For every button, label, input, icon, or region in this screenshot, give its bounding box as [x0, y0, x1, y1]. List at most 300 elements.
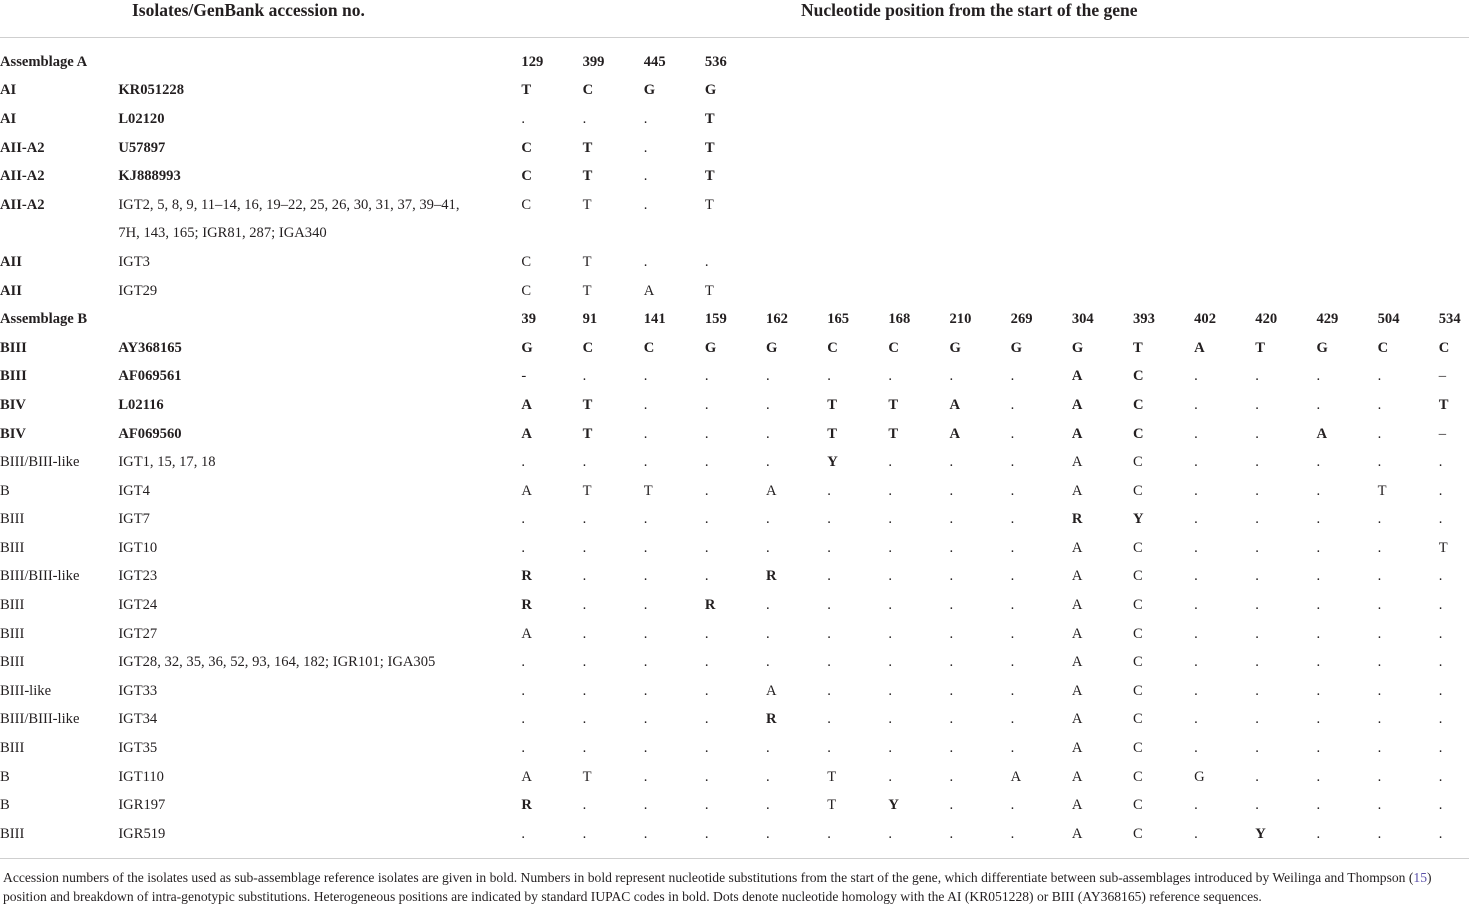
- nucleotide-cell: [766, 105, 827, 134]
- assemblage-label: Assemblage B: [0, 311, 88, 328]
- nucleotide-cell: A: [949, 425, 961, 442]
- position-header-cell: [888, 48, 949, 77]
- nucleotide-cell: .: [1010, 740, 1015, 757]
- nucleotide-cell: [1316, 248, 1377, 277]
- nucleotide-cell: .: [1438, 768, 1443, 785]
- nucleotide-cell: T: [827, 797, 837, 814]
- nucleotide-cell: T: [888, 425, 899, 442]
- nucleotide-cell: [1133, 248, 1194, 277]
- nucleotide-cell: .: [582, 654, 587, 671]
- nucleotide-cell: .: [949, 711, 954, 728]
- nucleotide-cell: [1011, 248, 1072, 277]
- table-row: [0, 448, 1469, 477]
- footer-divider: [0, 858, 1469, 859]
- table-row: [0, 477, 1469, 506]
- nucleotide-cell: .: [1010, 396, 1015, 413]
- position-header-cell: [766, 48, 827, 77]
- nucleotide-cell: .: [704, 539, 709, 556]
- nucleotide-cell: C: [521, 282, 532, 299]
- nucleotide-cell: .: [766, 740, 770, 757]
- nucleotide-cell: .: [643, 768, 648, 785]
- nucleotide-cell: [1133, 77, 1194, 106]
- nucleotide-cell: .: [1255, 454, 1259, 471]
- nucleotide-cell: .: [766, 768, 770, 785]
- nucleotide-cell: .: [827, 682, 831, 699]
- nucleotide-cell: .: [1316, 539, 1321, 556]
- accession-cell: U57897: [118, 139, 166, 156]
- nucleotide-cell: .: [1316, 454, 1321, 471]
- reference-link-15[interactable]: 15: [1413, 870, 1427, 885]
- position-header-cell: [1255, 48, 1316, 77]
- position-header-cell: [827, 48, 888, 77]
- nucleotide-cell: .: [1255, 597, 1259, 614]
- nucleotide-cell: .: [704, 511, 709, 528]
- nucleotide-cell: [1378, 162, 1439, 191]
- position-header-cell: 429: [1316, 311, 1339, 328]
- nucleotide-cell: C: [643, 339, 655, 356]
- nucleotide-cell: .: [1194, 597, 1198, 614]
- nucleotide-cell: .: [766, 368, 770, 385]
- nucleotide-cell: .: [521, 825, 526, 842]
- position-header-cell: [1378, 48, 1439, 77]
- nucleotide-cell: .: [766, 797, 770, 814]
- nucleotide-cell: [766, 162, 827, 191]
- nucleotide-cell: .: [1010, 368, 1015, 385]
- nucleotide-cell: C: [1132, 711, 1143, 728]
- nucleotide-cell: .: [949, 768, 954, 785]
- nucleotide-cell: .: [1377, 454, 1382, 471]
- nucleotide-cell: [1072, 220, 1133, 249]
- nucleotide-cell: .: [582, 568, 587, 585]
- position-header-cell: 504: [1377, 311, 1400, 328]
- table-row: [0, 506, 1469, 535]
- nucleotide-cell: C: [582, 82, 594, 99]
- table-row: [0, 191, 1469, 220]
- nucleotide-cell: [766, 77, 827, 106]
- nucleotide-cell: .: [949, 539, 954, 556]
- nucleotide-cell: .: [827, 740, 831, 757]
- table-row: [0, 134, 1469, 163]
- accession-cell: KR051228: [118, 82, 184, 99]
- nucleotide-cell: .: [1377, 682, 1382, 699]
- nucleotide-cell: .: [1010, 654, 1015, 671]
- nucleotide-cell: .: [949, 368, 954, 385]
- nucleotide-cell: [521, 220, 582, 249]
- nucleotide-cell: .: [1255, 511, 1259, 528]
- sub-assemblage-cell: BIII: [0, 539, 25, 556]
- nucleotide-cell: .: [1377, 539, 1382, 556]
- position-header-cell: [1133, 48, 1194, 77]
- nucleotide-cell: .: [704, 625, 709, 642]
- nucleotide-cell: [1194, 105, 1255, 134]
- nucleotide-cell: C: [1132, 539, 1143, 556]
- accession-cell: 7H, 143, 165; IGR81, 287; IGA340: [118, 225, 327, 242]
- table-row: [0, 162, 1469, 191]
- nucleotide-cell: .: [582, 740, 587, 757]
- position-header-cell: 445: [643, 53, 666, 70]
- nucleotide-cell: .: [888, 825, 892, 842]
- position-header-cell: 39: [521, 311, 536, 328]
- nucleotide-cell: [766, 191, 827, 220]
- nucleotide-cell: .: [582, 797, 587, 814]
- nucleotide-cell: .: [643, 454, 648, 471]
- nucleotide-cell: A: [1071, 482, 1083, 499]
- nucleotide-cell: [1194, 77, 1255, 106]
- nucleotide-cell: T: [582, 139, 593, 156]
- nucleotide-cell: Y: [1132, 511, 1144, 528]
- nucleotide-cell: T: [1255, 339, 1266, 356]
- nucleotide-cell: .: [1255, 682, 1259, 699]
- nucleotide-cell: .: [888, 511, 892, 528]
- sub-assemblage-cell: BIII: [0, 825, 25, 842]
- nucleotide-cell: .: [1194, 740, 1198, 757]
- nucleotide-cell: T: [704, 196, 714, 213]
- accession-cell: IGT4: [118, 482, 150, 499]
- accession-cell: [118, 48, 521, 77]
- nucleotide-cell: [1133, 220, 1194, 249]
- nucleotide-cell: .: [643, 511, 648, 528]
- nucleotide-cell: C: [1377, 339, 1389, 356]
- position-header-cell: 210: [949, 311, 972, 328]
- position-header-cell: 534: [1438, 311, 1461, 328]
- position-header-cell: 399: [582, 53, 605, 70]
- nucleotide-cell: .: [521, 711, 526, 728]
- nucleotide-cell: .: [643, 797, 648, 814]
- nucleotide-cell: .: [1316, 711, 1321, 728]
- nucleotide-cell: .: [888, 768, 892, 785]
- nucleotide-cell: .: [1255, 740, 1259, 757]
- nucleotide-cell: .: [1255, 568, 1259, 585]
- accession-cell: AY368165: [118, 339, 182, 356]
- nucleotide-cell: A: [766, 682, 777, 699]
- nucleotide-cell: .: [1010, 454, 1015, 471]
- nucleotide-cell: [888, 191, 949, 220]
- nucleotide-cell: .: [704, 568, 709, 585]
- nucleotide-cell: A: [1071, 825, 1083, 842]
- nucleotide-cell: [1255, 191, 1316, 220]
- nucleotide-cell: .: [766, 511, 770, 528]
- nucleotide-cell: [1378, 105, 1439, 134]
- nucleotide-cell: R: [766, 568, 777, 585]
- table-row: [0, 277, 1469, 306]
- nucleotide-cell: T: [582, 425, 593, 442]
- nucleotide-cell: [1072, 105, 1133, 134]
- accession-cell: AF069560: [118, 425, 182, 442]
- nucleotide-cell: T: [1377, 482, 1387, 499]
- nucleotide-cell: .: [521, 740, 526, 757]
- nucleotide-cell: .: [888, 597, 892, 614]
- position-header-cell: [1439, 48, 1469, 77]
- nucleotide-cell: [1255, 162, 1316, 191]
- nucleotide-cell: .: [1438, 568, 1443, 585]
- nucleotide-cell: .: [1194, 825, 1198, 842]
- nucleotide-cell: .: [1316, 597, 1321, 614]
- nucleotide-cell: .: [1255, 625, 1259, 642]
- nucleotide-cell: [1255, 277, 1316, 306]
- nucleotide-cell: [1194, 220, 1255, 249]
- header-divider: [0, 37, 1469, 38]
- nucleotide-cell: C: [1132, 797, 1143, 814]
- nucleotide-cell: A: [1071, 625, 1083, 642]
- nucleotide-cell: [950, 220, 1011, 249]
- nucleotide-cell: [1011, 220, 1072, 249]
- nucleotide-cell: T: [582, 196, 592, 213]
- sub-assemblage-cell: BIV: [0, 396, 26, 413]
- accession-cell: AF069561: [118, 368, 182, 385]
- nucleotide-cell: C: [1132, 454, 1143, 471]
- accession-cell: IGT34: [118, 711, 158, 728]
- nucleotide-cell: [705, 220, 766, 249]
- nucleotide-cell: .: [888, 682, 892, 699]
- position-header-cell: 393: [1132, 311, 1155, 328]
- nucleotide-cell: .: [704, 396, 709, 413]
- nucleotide-cell: C: [521, 139, 532, 156]
- nucleotide-cell: A: [1194, 339, 1205, 356]
- accession-cell: IGT35: [118, 740, 158, 757]
- nucleotide-cell: .: [582, 110, 587, 127]
- nucleotide-cell: .: [643, 168, 648, 185]
- nucleotide-cell: .: [704, 768, 709, 785]
- nucleotide-cell: T: [827, 768, 837, 785]
- nucleotide-cell: [1072, 248, 1133, 277]
- sub-assemblage-cell: BIII/BIII-like: [0, 568, 80, 585]
- nucleotide-cell: .: [704, 654, 709, 671]
- table-row: [0, 77, 1469, 106]
- nucleotide-cell: .: [1194, 682, 1198, 699]
- nucleotide-cell: [1072, 277, 1133, 306]
- nucleotide-cell: .: [521, 454, 526, 471]
- nucleotide-cell: T: [827, 425, 837, 442]
- nucleotide-cell: .: [1377, 568, 1382, 585]
- nucleotide-cell: .: [1438, 682, 1443, 699]
- nucleotide-cell: [1439, 134, 1469, 163]
- nucleotide-cell: .: [1255, 768, 1259, 785]
- nucleotide-cell: .: [582, 711, 587, 728]
- nucleotide-cell: .: [827, 568, 831, 585]
- table-row: [0, 363, 1469, 392]
- nucleotide-cell: [1194, 277, 1255, 306]
- nucleotide-cell: .: [1194, 396, 1198, 413]
- nucleotide-cell: .: [1377, 425, 1382, 442]
- nucleotide-cell: .: [827, 654, 831, 671]
- nucleotide-cell: C: [888, 339, 899, 356]
- nucleotide-cell: [1133, 134, 1194, 163]
- nucleotide-cell: [1255, 134, 1316, 163]
- table-row: [0, 591, 1469, 620]
- accession-cell: IGT7: [118, 511, 150, 528]
- nucleotide-cell: [1439, 191, 1469, 220]
- nucleotide-cell: .: [1194, 797, 1198, 814]
- nucleotide-cell: .: [888, 654, 892, 671]
- nucleotide-cell: [1316, 162, 1377, 191]
- position-header-cell: [1011, 48, 1072, 77]
- nucleotide-cell: .: [582, 682, 587, 699]
- nucleotide-cell: .: [1010, 482, 1015, 499]
- sub-assemblage-cell: BIV: [0, 425, 26, 442]
- sub-assemblage-cell: BIII: [0, 740, 25, 757]
- nucleotide-cell: [1316, 277, 1377, 306]
- nucleotide-cell: .: [827, 711, 831, 728]
- nucleotide-cell: T: [704, 282, 714, 299]
- sub-assemblage-cell: BIII-like: [0, 682, 52, 699]
- nucleotide-cell: .: [643, 825, 648, 842]
- nucleotide-cell: .: [704, 797, 709, 814]
- accession-cell: IGT27: [118, 625, 158, 642]
- sub-assemblage-cell: BIII/BIII-like: [0, 454, 80, 471]
- nucleotide-cell: [950, 134, 1011, 163]
- nucleotide-cell: .: [1377, 825, 1382, 842]
- table-row: [0, 620, 1469, 649]
- accession-cell: IGT2, 5, 8, 9, 11–14, 16, 19–22, 25, 26, 30, 31, 37, 39–41,: [118, 196, 460, 213]
- nucleotide-cell: A: [1071, 568, 1083, 585]
- nucleotide-cell: .: [1316, 568, 1321, 585]
- nucleotide-cell: Y: [888, 797, 899, 814]
- nucleotide-cell: .: [766, 625, 770, 642]
- sub-assemblage-cell: B: [0, 482, 10, 499]
- nucleotide-cell: T: [704, 110, 715, 127]
- nucleotide-cell: .: [1255, 711, 1259, 728]
- nucleotide-cell: .: [1010, 825, 1015, 842]
- nucleotide-cell: .: [1010, 797, 1015, 814]
- nucleotide-cell: C: [1132, 625, 1143, 642]
- footnote-text-2: ) position and breakdown of intra-genotypic substitutions. Heterogeneous positions are indicated by standard IUPAC codes in bold. Dots denote nucleotide homology with the AI (KR051228) or BIII (AY368165) reference sequences.: [3, 870, 1432, 904]
- sub-assemblage-cell: AII: [0, 282, 22, 299]
- nucleotide-cell: [888, 105, 949, 134]
- nucleotide-cell: .: [582, 454, 587, 471]
- nucleotide-cell: .: [1010, 597, 1015, 614]
- sub-assemblage-cell: AII-A2: [0, 139, 45, 156]
- nucleotide-cell: .: [1255, 539, 1259, 556]
- nucleotide-cell: [1378, 248, 1439, 277]
- nucleotide-cell: .: [1316, 368, 1321, 385]
- nucleotide-cell: [1378, 220, 1439, 249]
- nucleotide-cell: C: [582, 339, 594, 356]
- nucleotide-cell: [1439, 248, 1469, 277]
- header-nucleotide-position: Nucleotide position from the start of the gene: [801, 0, 1138, 20]
- nucleotide-cell: [1133, 105, 1194, 134]
- nucleotide-cell: [1072, 77, 1133, 106]
- position-header-cell: 162: [766, 311, 788, 328]
- position-header-cell: 129: [521, 53, 544, 70]
- table-row: [0, 677, 1469, 706]
- nucleotide-cell: .: [1377, 797, 1382, 814]
- position-header-cell: [1072, 48, 1133, 77]
- nucleotide-cell: A: [521, 396, 532, 413]
- table-row: [0, 791, 1469, 820]
- position-header-cell: 402: [1194, 311, 1217, 328]
- nucleotide-cell: [1194, 162, 1255, 191]
- sub-assemblage-cell: AI: [0, 82, 17, 99]
- nucleotide-cell: [1439, 277, 1469, 306]
- nucleotide-cell: [1255, 220, 1316, 249]
- nucleotide-cell: .: [1377, 368, 1382, 385]
- nucleotide-cell: [950, 105, 1011, 134]
- nucleotide-cell: .: [1377, 597, 1382, 614]
- nucleotide-cell: –: [1438, 368, 1447, 385]
- sub-assemblage-cell: BIII: [0, 654, 25, 671]
- nucleotide-cell: .: [1438, 654, 1443, 671]
- nucleotide-cell: .: [1010, 625, 1015, 642]
- nucleotide-cell: .: [582, 825, 587, 842]
- table-row: [0, 563, 1469, 592]
- nucleotide-cell: .: [1377, 768, 1382, 785]
- accession-cell: IGR197: [118, 797, 166, 814]
- nucleotide-cell: .: [949, 597, 954, 614]
- position-header-cell: 141: [643, 311, 666, 328]
- nucleotide-cell: .: [582, 597, 587, 614]
- nucleotide-cell: .: [766, 654, 770, 671]
- nucleotide-cell: C: [1132, 568, 1143, 585]
- nucleotide-cell: .: [704, 711, 709, 728]
- nucleotide-cell: .: [766, 396, 770, 413]
- nucleotide-cell: A: [643, 282, 655, 299]
- header-isolates: Isolates/GenBank accession no.: [132, 0, 365, 20]
- nucleotide-cell: [1011, 77, 1072, 106]
- nucleotide-cell: .: [766, 425, 770, 442]
- nucleotide-cell: Y: [827, 454, 838, 471]
- nucleotide-cell: [827, 77, 888, 106]
- nucleotide-cell: [1133, 277, 1194, 306]
- nucleotide-cell: T: [582, 396, 593, 413]
- nucleotide-cell: [1316, 191, 1377, 220]
- nucleotide-cell: C: [1438, 339, 1450, 356]
- nucleotide-cell: -: [521, 368, 527, 385]
- nucleotide-cell: .: [704, 825, 709, 842]
- nucleotide-cell: A: [1071, 768, 1083, 785]
- nucleotide-cell: T: [827, 396, 837, 413]
- table-row: [0, 706, 1469, 735]
- nucleotide-cell: [827, 277, 888, 306]
- nucleotide-cell: A: [1071, 654, 1083, 671]
- nucleotide-cell: A: [1071, 597, 1083, 614]
- nucleotide-cell: [1072, 191, 1133, 220]
- sub-assemblage-cell: AII: [0, 253, 22, 270]
- accession-cell: L02116: [118, 396, 164, 413]
- nucleotide-cell: C: [1132, 825, 1143, 842]
- table-row: [0, 220, 1469, 249]
- accession-cell: IGT33: [118, 682, 158, 699]
- nucleotide-cell: .: [1438, 454, 1443, 471]
- nucleotide-cell: [1011, 277, 1072, 306]
- sub-assemblage-cell: AII-A2: [0, 196, 45, 213]
- nucleotide-cell: .: [1194, 711, 1198, 728]
- nucleotide-cell: T: [1132, 339, 1143, 356]
- nucleotide-cell: .: [1194, 482, 1198, 499]
- nucleotide-cell: G: [704, 82, 717, 99]
- position-header-cell: [1194, 48, 1255, 77]
- nucleotide-cell: .: [888, 368, 892, 385]
- nucleotide-cell: A: [1071, 682, 1083, 699]
- nucleotide-cell: [1255, 105, 1316, 134]
- nucleotide-cell: .: [1255, 425, 1259, 442]
- nucleotide-cell: .: [704, 368, 709, 385]
- nucleotide-cell: R: [521, 568, 532, 585]
- nucleotide-cell: .: [949, 825, 954, 842]
- nucleotide-cell: T: [582, 482, 592, 499]
- nucleotide-cell: A: [766, 482, 777, 499]
- table-row: [0, 248, 1469, 277]
- nucleotide-cell: .: [521, 110, 526, 127]
- nucleotide-cell: .: [643, 625, 648, 642]
- nucleotide-cell: .: [643, 425, 648, 442]
- nucleotide-cell: T: [582, 253, 592, 270]
- nucleotide-cell: .: [643, 110, 648, 127]
- nucleotide-cell: G: [643, 82, 656, 99]
- sub-assemblage-cell: AII-A2: [0, 168, 45, 185]
- nucleotide-cell: [827, 105, 888, 134]
- nucleotide-cell: [583, 220, 644, 249]
- nucleotide-cell: .: [827, 597, 831, 614]
